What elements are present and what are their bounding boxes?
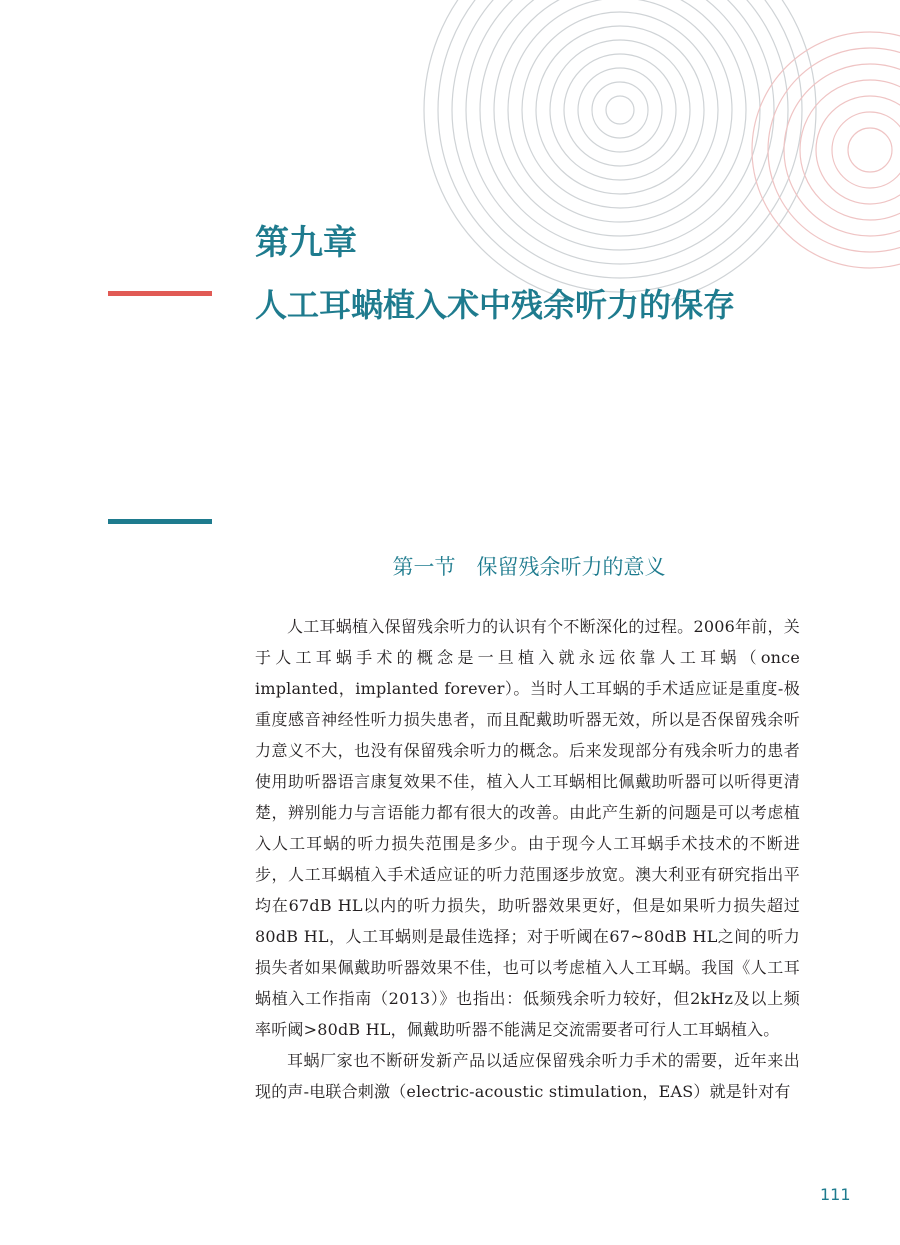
chapter-title: 人工耳蜗植入术中残余听力的保存	[255, 286, 736, 324]
page-number: 111	[820, 1185, 851, 1204]
body-text	[255, 611, 800, 1107]
concentric-rings-decoration	[0, 0, 900, 300]
chapter-accent-rule-red	[108, 291, 212, 296]
paragraph: 人工耳蜗植入保留残余听力的认识有个不断深化的过程。2006年前，关于人工耳蜗手术的概念是一旦植入就永远依靠人工耳蜗（once implanted，implanted forever）。当时人工耳蜗的手术适应证是重度-极重度感音神经性听力损失患者，而且配戴助听器无效，所以是否保留残余听力意义不大，也没有保留残余听力的概念。后来发现部分有残余听力的患者使用助听器语言康复效果不佳，植入人工耳蜗相比佩戴助听器可以听得更清楚，辨别能力与言语能力都有很大的改善。由此产生新的问题是可以考虑植入人工耳蜗的听力损失范围是多少。由于现今人工耳蜗手术技术的不断进步，人工耳蜗植入手术适应证的听力范围逐步放宽。澳大利亚有研究指出平均在67dB HL以内的听力损失，助听器效果更好，但是如果听力损失超过80dB HL，人工耳蜗则是最佳选择；对于听阈在67~80dB HL之间的听力损失者如果佩戴助听器效果不佳，也可以考虑植入人工耳蜗。我国《人工耳蜗植入工作指南（2013）》也指出：低频残余听力较好，但2kHz及以上频率听阈>80dB HL，佩戴助听器不能满足交流需要者可行人工耳蜗植入。	[255, 617, 800, 1039]
paragraph: 耳蜗厂家也不断研发新产品以适应保留残余听力手术的需要，近年来出现的声-电联合刺激（electric-acoustic stimulation，EAS）就是针对有	[255, 1051, 800, 1101]
section-title: 第一节 保留残余听力的意义	[392, 555, 666, 579]
chapter-accent-rule-teal	[108, 519, 212, 524]
chapter-number: 第九章	[255, 223, 357, 263]
